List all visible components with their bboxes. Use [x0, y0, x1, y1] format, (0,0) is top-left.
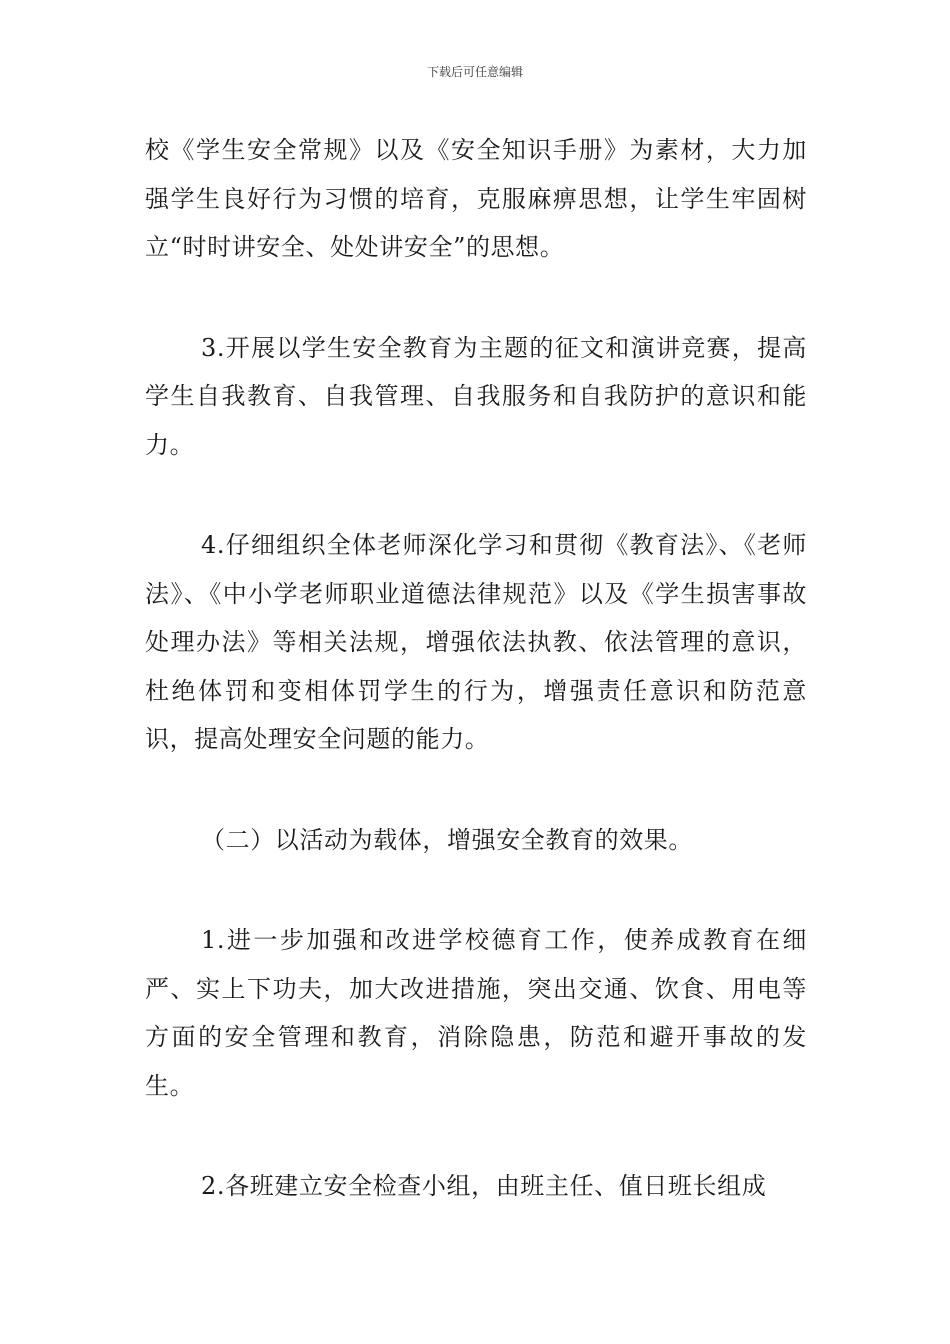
- paragraph-item-3: 3.开展以学生安全教育为主题的征文和演讲竞赛，提高学生自我教育、自我管理、自我服务和自我防护的意识和能力。: [145, 333, 807, 459]
- paragraph-subitem-2: 2.各班建立安全检查小组，由班主任、值日班长组成: [201, 1172, 767, 1200]
- paragraph-subitem-1: 1.进一步加强和改进学校德育工作，使养成教育在细严、实上下功夫，加大改进措施，突出交通、饮食、用电等方面的安全管理和教育，消除隐患，防范和避开事故的发生。: [145, 926, 807, 1100]
- paragraph-item-4: 4.仔细组织全体老师深化学习和贯彻《教育法》、《老师法》、《中小学老师职业道德法律规范》以及《学生损害事故处理办法》等相关法规，增强依法执教、依法管理的意识，杜绝体罚和变相体罚学生的行为，增强责任意识和防范意识，提高处理安全问题的能力。: [145, 531, 807, 753]
- section-heading-2: （二）以活动为载体，增强安全教育的效果。: [201, 825, 693, 854]
- document-body: [145, 126, 807, 1211]
- paragraph-continuation: 校《学生安全常规》以及《安全知识手册》为素材，大力加强学生良好行为习惯的培育，克服麻痹思想，让学生牢固树立“时时讲安全、处处讲安全”的思想。: [145, 136, 807, 261]
- page-header-note: 下载后可任意编辑: [426, 65, 523, 79]
